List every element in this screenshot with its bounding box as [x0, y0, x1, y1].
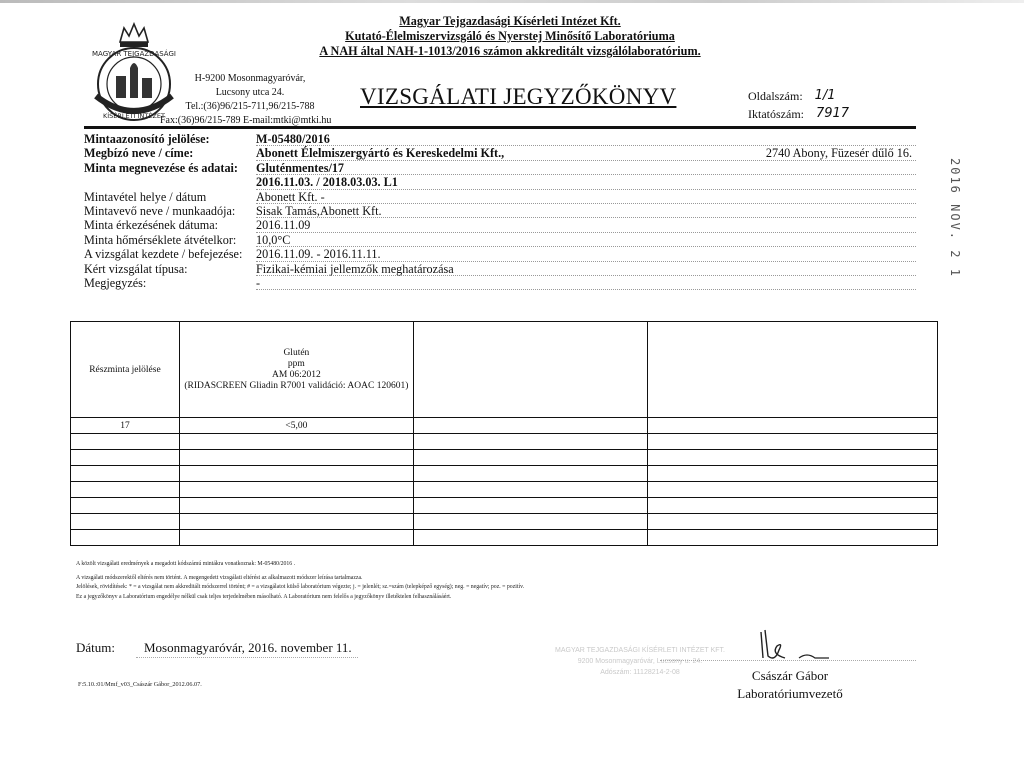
table-row: [71, 498, 938, 514]
page-number-value: 1/1: [814, 88, 836, 103]
field-row-sampling-place: [84, 190, 916, 204]
table-row: [71, 418, 938, 434]
svg-text:MAGYAR TEJGAZDASÁGI: MAGYAR TEJGAZDASÁGI: [92, 50, 176, 58]
field-value: 2016.11.03. / 2018.03.03. L1: [256, 175, 398, 190]
institute-name: Magyar Tejgazdasági Kísérleti Intézet Kft.: [399, 14, 621, 28]
table-row: [71, 482, 938, 498]
header-cell-empty: [648, 322, 938, 418]
stamp-line: MAGYAR TEJGAZDASÁGI KÍSÉRLETI INTÉZET KFT.: [555, 647, 725, 654]
table-cell: [413, 530, 648, 546]
field-value: 2016.11.09. - 2016.11.11.: [256, 247, 381, 262]
form-code: F:5.10.:01/Mmf_v03_Császár Gábor_2012.06.07.: [78, 681, 202, 688]
document-title: VIZSGÁLATI JEGYZŐKÖNYV: [360, 84, 677, 109]
stamp-line: Adószám: 11128214-2-08: [600, 669, 680, 676]
signer-title: Laboratóriumvezető: [737, 686, 843, 701]
signer-block: [715, 667, 865, 703]
date-value: Mosonmagyaróvár, 2016. november 11.: [136, 640, 358, 658]
client-address: 2740 Abony, Füzesér dűlő 16.: [765, 146, 912, 161]
registration-number-label: Iktatószám:: [748, 107, 804, 121]
table-cell: [71, 450, 180, 466]
address-line-phone: Tel.:(36)96/215-711,96/215-788: [185, 101, 315, 112]
field-value: M-05480/2016: [256, 132, 330, 146]
header-line: ppm: [287, 358, 305, 369]
signer-name: Császár Gábor: [751, 668, 829, 683]
field-label: Minta érkezésének dátuma:: [84, 218, 219, 233]
accreditation-line: A NAH által NAH-1-1013/2016 számon akkreditált vizsgálólaboratórium.: [319, 44, 701, 58]
field-row-test-period: [84, 247, 916, 261]
field-value: Fizikai-kémiai jellemzők meghatározása: [256, 261, 454, 276]
table-cell: [648, 498, 938, 514]
address-line-street: Lucsony utca 24.: [215, 87, 285, 98]
table-cell: [71, 434, 180, 450]
header-cell-gluten: [179, 322, 413, 418]
address-line-city: H-9200 Mosonmagyaróvár,: [194, 73, 306, 84]
institute-address: [160, 72, 332, 128]
field-row-test-type: [84, 262, 916, 276]
footnote-method-deviation: A vizsgálati módszerektől eltérés nem történt. A megengedett vizsgálati eltérést az alkalmazott módszer leírása tartalmazza.: [76, 574, 363, 581]
table-cell: [648, 418, 938, 434]
field-row-arrival-date: [84, 218, 916, 232]
institute-crest-logo: [82, 22, 186, 126]
table-cell: [179, 450, 413, 466]
field-label: Mintavétel helye / dátum: [84, 189, 207, 204]
table-cell: [648, 434, 938, 450]
field-row-sample-dates: [84, 175, 916, 189]
table-cell: [413, 466, 648, 482]
table-cell: [179, 466, 413, 482]
field-label: Minta megnevezése és adatai:: [84, 160, 238, 175]
table-cell: [179, 482, 413, 498]
header-line: Glutén: [283, 347, 310, 358]
institute-heading: [300, 14, 720, 59]
date-label: Dátum:: [76, 640, 115, 655]
field-label: [84, 175, 256, 189]
table-cell: [413, 434, 648, 450]
field-label: Megjegyzés:: [84, 275, 147, 290]
table-cell: [71, 498, 180, 514]
field-value: Gluténmentes/17: [256, 160, 345, 175]
table-cell: [648, 466, 938, 482]
table-cell: [648, 482, 938, 498]
field-row-client: [84, 146, 916, 160]
table-cell: 17: [71, 418, 180, 434]
field-label: Kért vizsgálat típusa:: [84, 261, 188, 276]
footnotes: [76, 560, 524, 602]
document-date: [76, 640, 358, 658]
svg-text:KÍSÉRLETI INTÉZET: KÍSÉRLETI INTÉZET: [103, 112, 165, 120]
header-divider: [84, 126, 916, 129]
table-cell: [413, 418, 648, 434]
table-cell: [413, 514, 648, 530]
handwritten-signature: [755, 628, 835, 668]
table-cell: [648, 450, 938, 466]
field-value: 10,0°C: [256, 232, 291, 247]
table-cell: [179, 530, 413, 546]
field-row-temperature: [84, 233, 916, 247]
table-cell: [648, 530, 938, 546]
field-label: Minta hőmérséklete átvételkor:: [84, 232, 237, 247]
header-line: AM 06:2012: [271, 369, 321, 380]
table-row: [71, 530, 938, 546]
scan-top-edge: [0, 0, 1024, 3]
table-row: [71, 450, 938, 466]
table-row: [71, 434, 938, 450]
header-cell-subsample: Részminta jelölése: [71, 322, 180, 418]
table-cell: [71, 514, 180, 530]
stamp-line: 9200 Mosonmagyaróvár, Lucsony u. 24.: [577, 658, 703, 665]
table-cell: <5,00: [179, 418, 413, 434]
document-meta: [748, 87, 849, 123]
field-value: -: [256, 275, 261, 290]
results-table: [70, 321, 938, 546]
table-cell: [413, 482, 648, 498]
table-cell: [179, 498, 413, 514]
results-table-header: [71, 322, 938, 418]
footnote-copy-policy: Ez a jegyzőkönyv a Laboratórium engedélye nélkül csak teljes terjedelmében másolható. A Laboratórium nem felelős a jegyzőkönyv illetéktelen felhasználásáért.: [76, 593, 452, 600]
table-cell: [648, 514, 938, 530]
table-row: [71, 466, 938, 482]
field-row-sample-name: [84, 161, 916, 175]
header-cell-empty: [413, 322, 648, 418]
table-cell: [413, 498, 648, 514]
field-value: 2016.11.09: [256, 218, 311, 233]
field-row-sampler: [84, 204, 916, 218]
table-cell: [179, 514, 413, 530]
received-date-stamp: 2016 NOV. 2 1: [948, 158, 962, 278]
table-cell: [71, 466, 180, 482]
page-number-label: Oldalszám:: [748, 89, 803, 103]
table-cell: [71, 530, 180, 546]
field-label: Megbízó neve / címe:: [84, 146, 194, 161]
footnote-results-scope: A közölt vizsgálati eredmények a megadott kódszámú mintákra vonatkoznak: M-05480/2016 .: [76, 561, 296, 567]
table-row: [71, 514, 938, 530]
field-row-sample-id: [84, 132, 916, 146]
field-label: A vizsgálat kezdete / befejezése:: [84, 247, 243, 262]
header-line: (RIDASCREEN Gliadin R7001 validáció: AOAC 120601): [184, 380, 409, 391]
footnote-abbreviations: Jelölések, rövidítések: * = a vizsgálat nem akkreditált módszerrel történt; # = a vizsgálatot külső laboratórium végezte; j. = jelenlét; sz.=szám (telepképző egység); neg. = negatív; poz. = pozitív.: [76, 584, 525, 591]
field-label: Mintavevő neve / munkaadója:: [84, 203, 236, 218]
field-label: Mintaazonosító jelölése:: [84, 132, 210, 146]
field-row-remarks: [84, 276, 916, 290]
address-line-fax: Fax:(36)96/215-789 E-mail:mtki@mtki.hu: [160, 115, 332, 126]
field-value: Sisak Tamás,Abonett Kft.: [256, 203, 382, 218]
table-cell: [413, 450, 648, 466]
sample-fields: [84, 132, 916, 290]
table-cell: [179, 434, 413, 450]
table-cell: [71, 482, 180, 498]
field-value: Abonett Élelmiszergyártó és Kereskedelmi Kft.,: [256, 146, 505, 161]
registration-number-value: 7917: [815, 106, 850, 121]
laboratory-name: Kutató-Élelmiszervizsgáló és Nyerstej Minősítő Laboratóriuma: [345, 29, 675, 43]
field-value: Abonett Kft. -: [256, 189, 325, 204]
